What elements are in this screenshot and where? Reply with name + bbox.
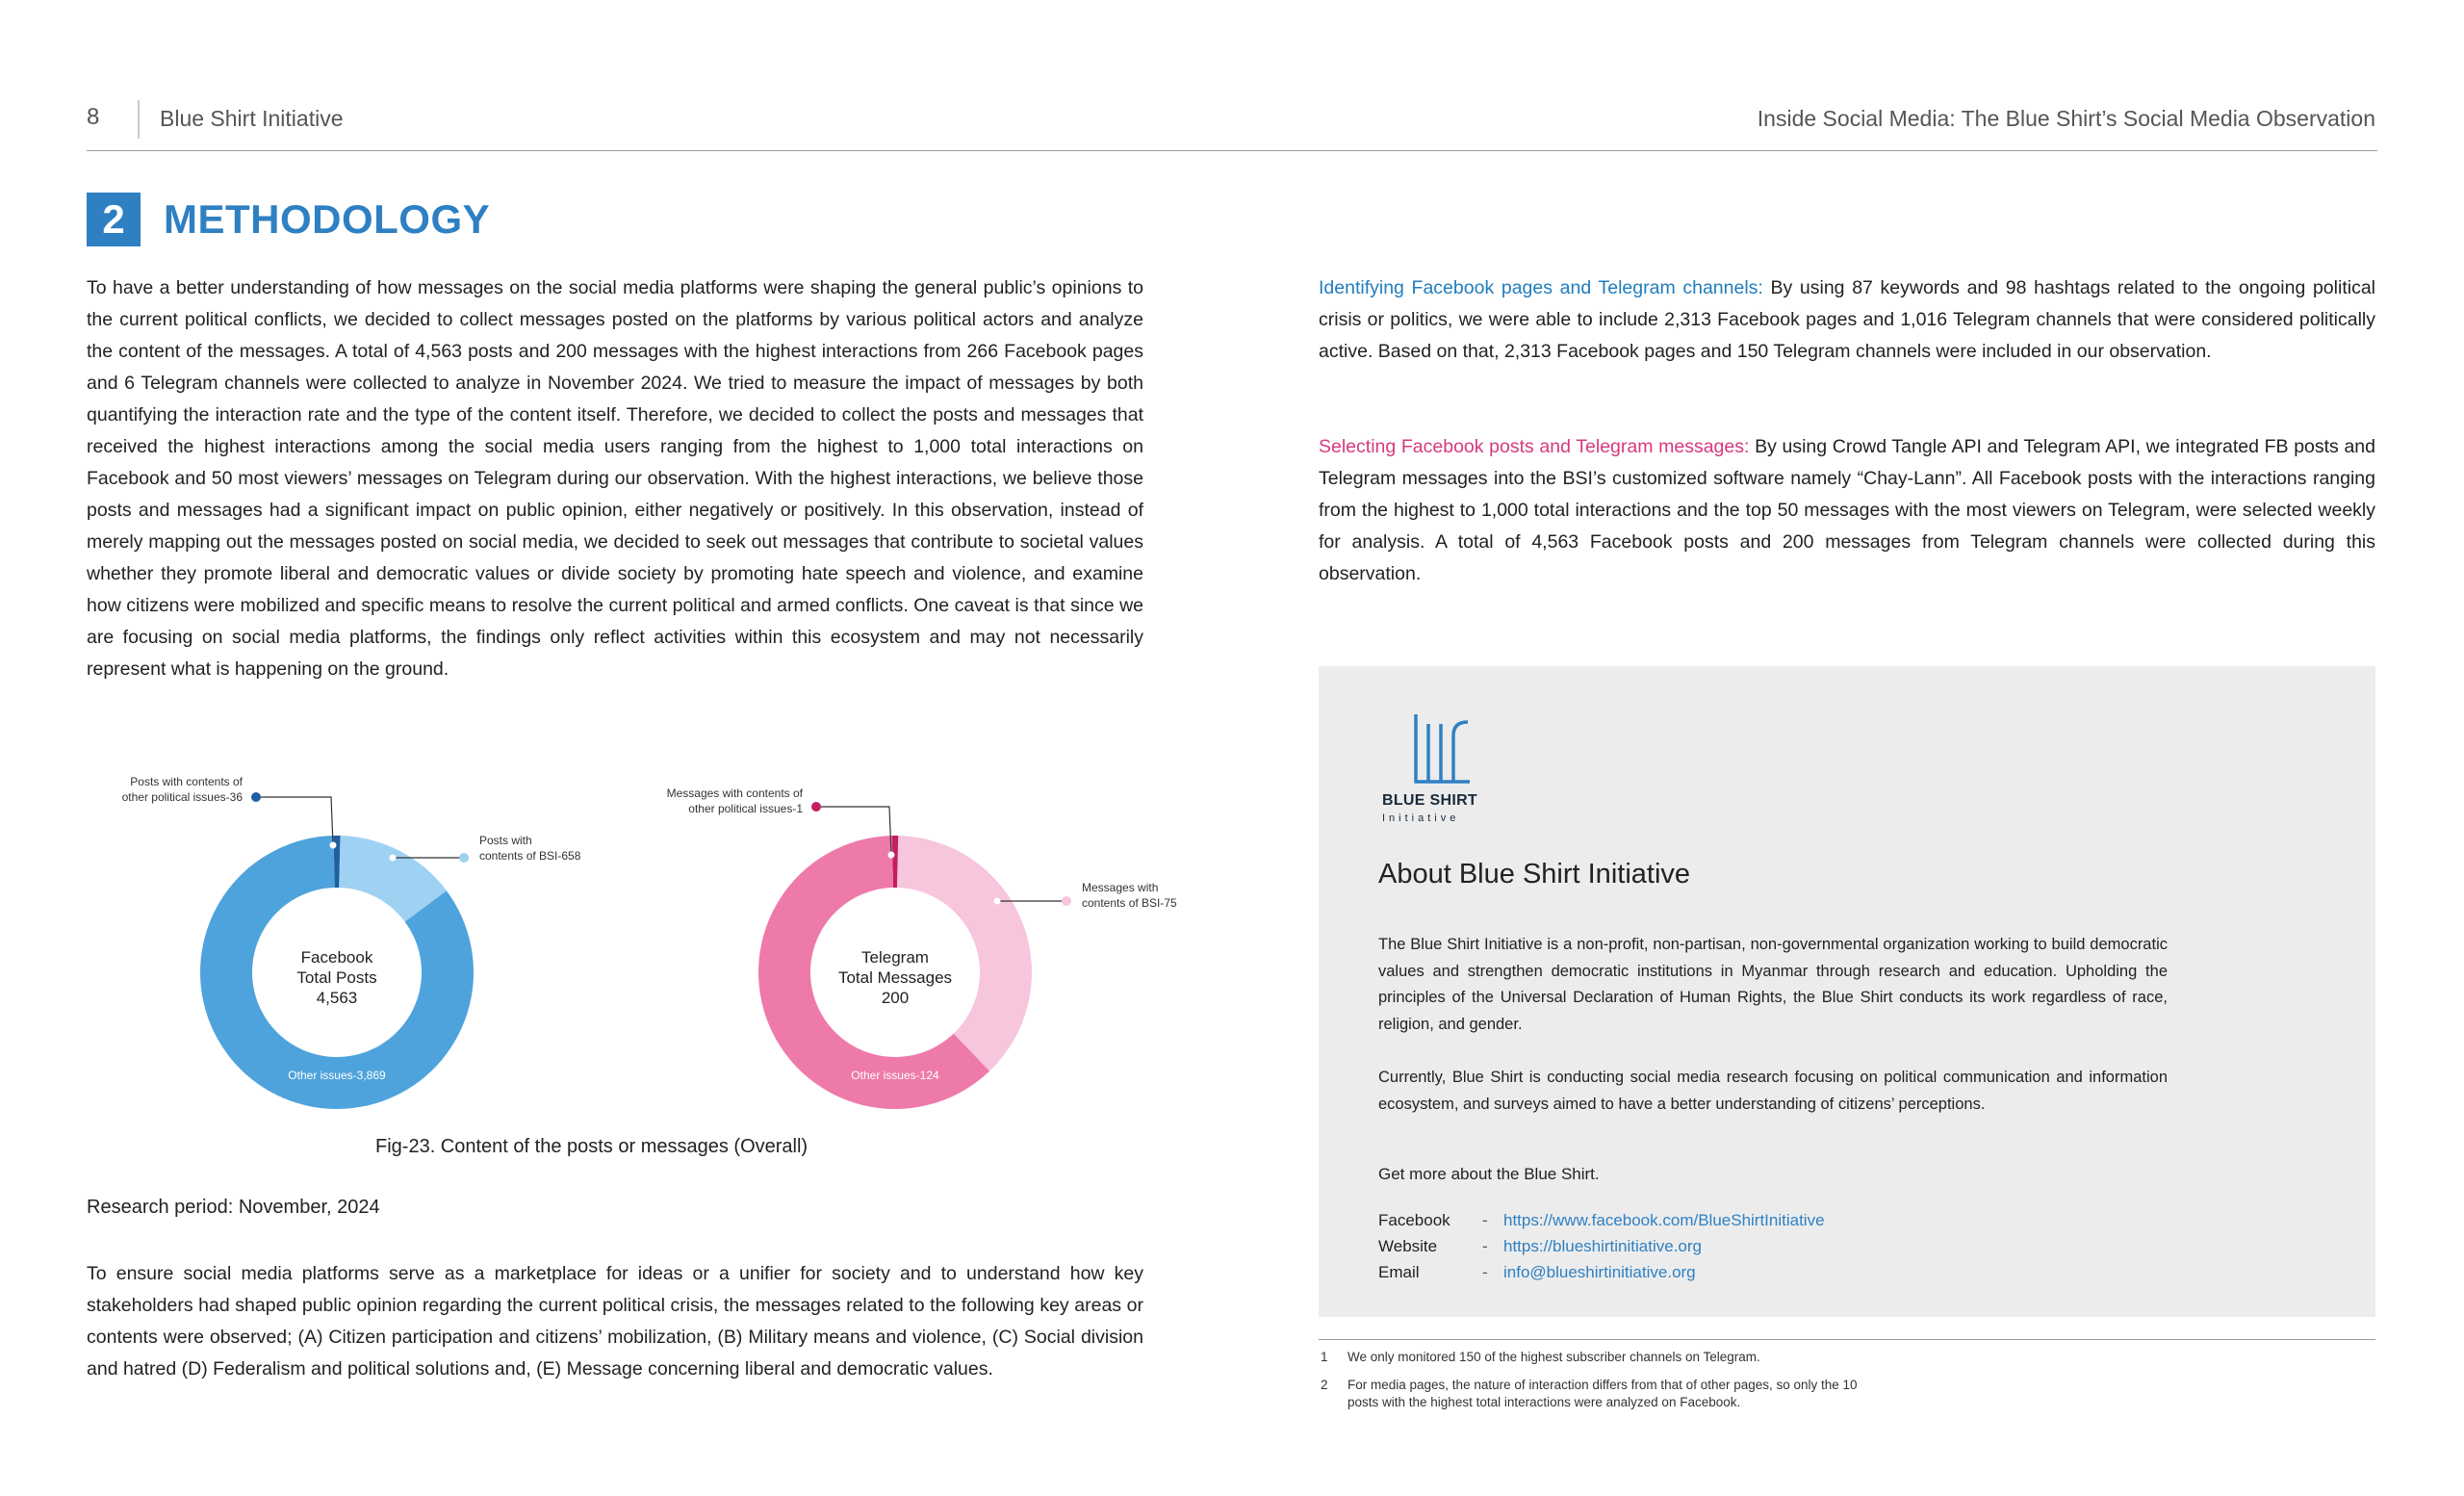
facebook-link[interactable]: https://www.facebook.com/BlueShirtInitiative bbox=[1503, 1211, 1825, 1229]
tg-political-callout-1: Messages with contents of bbox=[666, 787, 803, 800]
identifying-lead: Identifying Facebook pages and Telegram channels: bbox=[1319, 277, 1763, 298]
tg-center-label-3: 200 bbox=[881, 989, 910, 1007]
header-divider bbox=[138, 100, 140, 139]
selecting-lead: Selecting Facebook posts and Telegram messages: bbox=[1319, 436, 1750, 457]
selecting-paragraph bbox=[1319, 431, 2375, 590]
contact-email bbox=[1378, 1263, 1696, 1282]
fb-political-anchor bbox=[330, 842, 337, 849]
tg-bsi-anchor bbox=[994, 898, 1001, 905]
website-link[interactable]: https://blueshirtinitiative.org bbox=[1503, 1237, 1702, 1255]
tg-center-label-1: Telegram bbox=[861, 948, 929, 967]
identifying-body: By using 87 keywords and 98 hashtags related to the ongoing political crisis or politics, we were able to include 2,313 Facebook pages and 1,016 Telegram channels that were considered politically active. Based on that, 2,313 Facebook pages and 150 Telegram channels were included in our observation. bbox=[1319, 277, 2375, 362]
fb-center-label-2: Total Posts bbox=[296, 968, 377, 987]
tg-bsi-callout-1: Messages with bbox=[1082, 881, 1159, 894]
fb-bsi-dot bbox=[459, 853, 469, 863]
header-left-title: Blue Shirt Initiative bbox=[160, 106, 344, 131]
fb-political-callout-1: Posts with contents of bbox=[130, 775, 243, 788]
closing-paragraph: To ensure social media platforms serve as a marketplace for ideas or a unifier for society and to understand how key stakeholders had shaped public opinion regarding the current political crisis, the messages related to the following key areas or contents were observed; (A) Citizen participation and citizens’ mobilization, (B) Military means and violence, (C) Social division and hatred (D) Federalism and political solutions and, (E) Message concerning liberal and democratic values. bbox=[87, 1263, 1143, 1380]
tg-bsi-dot bbox=[1062, 896, 1071, 906]
footnote-2 bbox=[1321, 1377, 1886, 1411]
contact-facebook bbox=[1378, 1211, 1825, 1230]
contact-label: Website bbox=[1378, 1237, 1438, 1255]
tg-political-anchor bbox=[888, 852, 895, 859]
email-link[interactable]: info@blueshirtinitiative.org bbox=[1503, 1263, 1696, 1281]
fb-bsi-callout-1: Posts with bbox=[479, 834, 532, 847]
blue-shirt-logo-icon bbox=[1381, 712, 1497, 786]
tg-other-label: Other issues-124 bbox=[851, 1069, 939, 1082]
contact-website bbox=[1378, 1237, 1702, 1256]
header-right-title: Inside Social Media: The Blue Shirt’s Social Media Observation bbox=[1757, 106, 2375, 131]
intro-paragraph: To have a better understanding of how messages on the social media platforms were shaping the general public’s opinions to the current political conflicts, we decided to collect messages posted on the platforms by various political actors and analyze the content of the messages. A total of 4,563 posts and 200 messages with the highest interactions from 266 Facebook pages and 6 Telegram channels were collected to analyze in November 2024. We tried to measure the impact of messages by both quantifying the interaction rate and the type of the content itself. Therefore, we decided to collect the posts and messages that received the highest interactions among the social media users ranging from the highest to 1,000 total interactions on Facebook and 50 most viewers’ messages on Telegram during our observation. With the highest interactions, we believe those posts and messages had a significant impact on public opinion, either negatively or positively. In this observation, instead of merely mapping out the messages posted on social media, we decided to seek out messages that contribute to societal values whether they promote liberal and democratic values or divide society by promoting hate speech and violence, and examine how citizens were mobilized and specific means to resolve the current political and armed conflicts. One caveat is that since we are focusing on social media platforms, the findings only reflect activities within this ecosystem and may not necessarily represent what is happening on the ground. bbox=[87, 277, 1143, 680]
figure-caption: Fig-23. Content of the posts or messages (Overall) bbox=[375, 1136, 808, 1157]
contact-label: Email bbox=[1378, 1263, 1420, 1281]
get-more-heading: Get more about the Blue Shirt. bbox=[1378, 1165, 1600, 1183]
research-period: Research period: November, 2024 bbox=[87, 1197, 380, 1218]
tg-bsi-callout-2: contents of BSI-75 bbox=[1082, 896, 1177, 910]
fb-bsi-callout-2: contents of BSI-658 bbox=[479, 849, 581, 863]
donut-charts bbox=[77, 761, 1194, 1126]
fb-center-label-3: 4,563 bbox=[316, 989, 358, 1007]
section-number-badge: 2 bbox=[87, 193, 141, 246]
contact-dash: - bbox=[1482, 1263, 1488, 1281]
contact-dash: - bbox=[1482, 1211, 1488, 1229]
telegram-donut bbox=[667, 787, 1177, 1109]
fb-other-label: Other issues-3,869 bbox=[288, 1069, 386, 1082]
section-title: METHODOLOGY bbox=[164, 196, 491, 242]
footnote-rule bbox=[1319, 1339, 2375, 1340]
facebook-donut bbox=[122, 775, 581, 1109]
fb-center-label-1: Facebook bbox=[300, 948, 373, 967]
page-number: 8 bbox=[87, 104, 100, 130]
logo-wordmark: BLUE SHIRT bbox=[1382, 792, 1477, 809]
fb-bsi-anchor bbox=[390, 855, 397, 862]
about-paragraph-1: The Blue Shirt Initiative is a non-profit, non-partisan, non-governmental organization working to build democratic values and strengthen democratic institutions in Myanmar through research and education. Upholding the principles of the Universal Declaration of Human Rights, the Blue Shirt conducts its work regardless of race, religion, and gender. bbox=[1378, 936, 2168, 1033]
about-title: About Blue Shirt Initiative bbox=[1378, 859, 1691, 890]
logo-subtitle: Initiative bbox=[1382, 812, 1460, 824]
contact-dash: - bbox=[1482, 1237, 1488, 1255]
footnote-number: 2 bbox=[1321, 1378, 1328, 1392]
fb-political-dot bbox=[251, 792, 261, 802]
about-paragraph-2: Currently, Blue Shirt is conducting social media research focusing on political communication and information ecosystem, and surveys aimed to have a better understanding of citizens’ perceptions. bbox=[1378, 1069, 2168, 1113]
footnote-number: 1 bbox=[1321, 1350, 1328, 1364]
tg-political-dot bbox=[811, 802, 821, 812]
contact-label: Facebook bbox=[1378, 1211, 1450, 1229]
header-rule bbox=[87, 150, 2377, 151]
tg-center-label-2: Total Messages bbox=[837, 968, 953, 987]
selecting-body: By using Crowd Tangle API and Telegram API, we integrated FB posts and Telegram messages into the BSI’s customized software namely “Chay-Lann”. All Facebook posts with the interactions ranging from the highest to 1,000 total interactions and the top 50 messages with the most viewers on Telegram, were selected weekly for analysis. A total of 4,563 Facebook posts and 200 messages from Telegram channels were collected during this observation. bbox=[1319, 436, 2375, 584]
identifying-paragraph bbox=[1319, 272, 2375, 368]
tg-political-callout-2: other political issues-1 bbox=[688, 802, 803, 815]
fb-political-callout-2: other political issues-36 bbox=[121, 790, 243, 804]
footnote-text: For media pages, the nature of interaction differs from that of other pages, so only the 10 posts with the highest total interactions were analyzed on Facebook. bbox=[1348, 1378, 1858, 1409]
footnote-1 bbox=[1321, 1349, 2214, 1366]
footnote-text: We only monitored 150 of the highest subscriber channels on Telegram. bbox=[1348, 1350, 1760, 1364]
